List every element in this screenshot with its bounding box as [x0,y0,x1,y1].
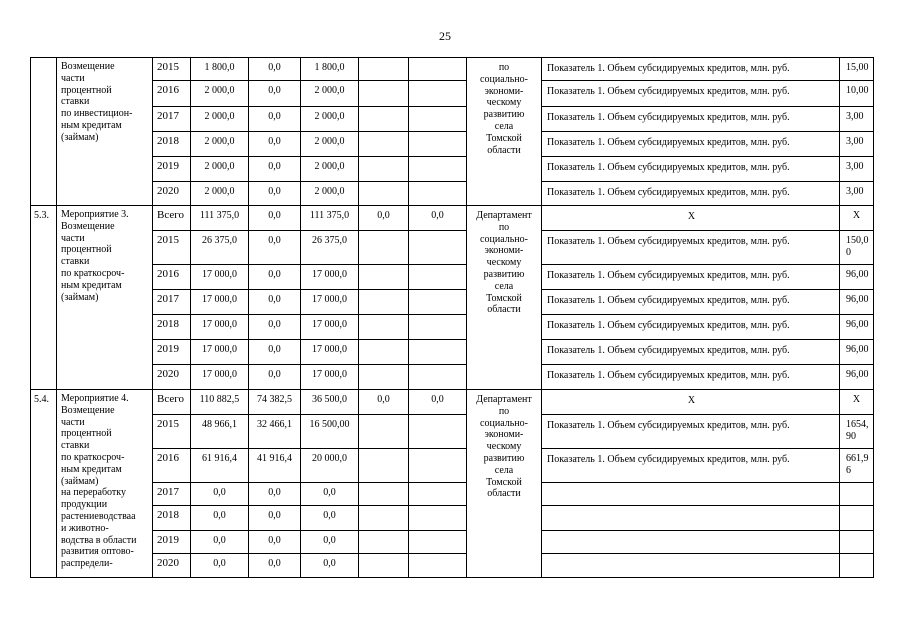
indicator-value: 10,00 [840,81,874,107]
local-amount [359,58,409,81]
year-cell: 2015 [153,415,191,449]
federal-amount: 0,0 [249,315,301,340]
federal-amount: 0,0 [249,157,301,182]
local-amount [359,132,409,157]
local-amount [359,315,409,340]
executor-cell: по социально- экономи- ческому развитию села Томской области [467,58,542,206]
indicator-value: Х [840,390,874,415]
indicator-name: Показатель 1. Объем субсидируемых кредитов, млн. руб. [542,182,840,206]
local-amount [359,265,409,290]
indicator-value [840,531,874,554]
year-cell: 2017 [153,107,191,132]
local-amount [359,107,409,132]
extra-budget-amount [409,315,467,340]
local-amount [359,231,409,265]
extra-budget-amount [409,265,467,290]
indicator-name: Показатель 1. Объем субсидируемых кредитов, млн. руб. [542,315,840,340]
total-amount: 26 375,0 [191,231,249,265]
indicator-value: 96,00 [840,315,874,340]
federal-amount: 0,0 [249,365,301,390]
regional-amount: 2 000,0 [301,157,359,182]
year-cell: 2020 [153,554,191,578]
table-row [31,415,874,449]
indicator-name: Показатель 1. Объем субсидируемых кредитов, млн. руб. [542,58,840,81]
indicator-name: Показатель 1. Объем субсидируемых кредитов, млн. руб. [542,340,840,365]
indicator-name: Показатель 1. Объем субсидируемых кредитов, млн. руб. [542,265,840,290]
federal-amount: 0,0 [249,107,301,132]
extra-budget-amount [409,365,467,390]
total-amount: 1 800,0 [191,58,249,81]
extra-budget-amount [409,81,467,107]
indicator-value: 15,00 [840,58,874,81]
indicator-name: Показатель 1. Объем субсидируемых кредитов, млн. руб. [542,365,840,390]
federal-amount: 0,0 [249,58,301,81]
measure-name: Возмещение части процентной ставки по инвестицион- ным кредитам (займам) [57,58,153,206]
indicator-name: Показатель 1. Объем субсидируемых кредитов, млн. руб. [542,231,840,265]
regional-amount: 20 000,0 [301,449,359,483]
measure-number: 5.3. [31,206,57,390]
total-amount: 2 000,0 [191,107,249,132]
year-cell: 2018 [153,132,191,157]
table-row [31,290,874,315]
indicator-value: 96,00 [840,365,874,390]
table-row [31,531,874,554]
regional-amount: 1 800,0 [301,58,359,81]
table-row [31,81,874,107]
total-amount: 2 000,0 [191,182,249,206]
local-amount [359,182,409,206]
local-amount: 0,0 [359,206,409,231]
total-amount: 2 000,0 [191,157,249,182]
extra-budget-amount: 0,0 [409,390,467,415]
indicator-name: Показатель 1. Объем субсидируемых кредитов, млн. руб. [542,157,840,182]
regional-amount: 17 000,0 [301,340,359,365]
local-amount [359,157,409,182]
total-amount: 17 000,0 [191,365,249,390]
local-amount [359,365,409,390]
local-amount [359,449,409,483]
regional-amount: 17 000,0 [301,365,359,390]
indicator-name [542,554,840,578]
regional-amount: 17 000,0 [301,315,359,340]
indicator-value: 1654,90 [840,415,874,449]
federal-amount: 0,0 [249,132,301,157]
page-number: 25 [439,29,451,43]
total-amount: 2 000,0 [191,81,249,107]
local-amount [359,340,409,365]
total-amount: 110 882,5 [191,390,249,415]
table-row [31,554,874,578]
table-row [31,315,874,340]
total-amount: 0,0 [191,531,249,554]
indicator-value: Х [840,206,874,231]
regional-amount: 0,0 [301,554,359,578]
table-row [31,157,874,182]
indicator-name: Показатель 1. Объем субсидируемых кредитов, млн. руб. [542,132,840,157]
local-amount [359,483,409,506]
extra-budget-amount [409,157,467,182]
extra-budget-amount [409,531,467,554]
total-amount: 17 000,0 [191,340,249,365]
regional-amount: 0,0 [301,506,359,531]
extra-budget-amount [409,554,467,578]
table-row [31,340,874,365]
indicator-name: Показатель 1. Объем субсидируемых кредитов, млн. руб. [542,290,840,315]
federal-amount: 74 382,5 [249,390,301,415]
year-cell: 2019 [153,531,191,554]
local-amount [359,81,409,107]
year-cell: 2020 [153,365,191,390]
extra-budget-amount [409,182,467,206]
year-cell: 2017 [153,483,191,506]
total-amount: 2 000,0 [191,132,249,157]
indicator-value: 150,00 [840,231,874,265]
table-row [31,182,874,206]
federal-amount: 0,0 [249,231,301,265]
year-cell: 2016 [153,265,191,290]
year-cell: 2015 [153,58,191,81]
indicator-name [542,506,840,531]
local-amount [359,554,409,578]
total-amount: 0,0 [191,506,249,531]
year-cell: 2017 [153,290,191,315]
total-amount: 111 375,0 [191,206,249,231]
year-cell: 2019 [153,340,191,365]
extra-budget-amount [409,290,467,315]
regional-amount: 36 500,0 [301,390,359,415]
measure-name: Мероприятие 3. Возмещение части процентной ставки по краткосроч- ным кредитам (займам) [57,206,153,390]
measure-number: 5.4. [31,390,57,578]
financing-table [30,57,874,578]
year-cell: 2015 [153,231,191,265]
total-amount: 17 000,0 [191,265,249,290]
regional-amount: 2 000,0 [301,182,359,206]
federal-amount: 0,0 [249,483,301,506]
extra-budget-amount [409,506,467,531]
indicator-name: Показатель 1. Объем субсидируемых кредитов, млн. руб. [542,107,840,132]
regional-amount: 0,0 [301,483,359,506]
federal-amount: 0,0 [249,340,301,365]
table-row [31,390,874,415]
table-row [31,506,874,531]
total-amount: 17 000,0 [191,315,249,340]
regional-amount: 16 500,00 [301,415,359,449]
indicator-name [542,483,840,506]
federal-amount: 41 916,4 [249,449,301,483]
regional-amount: 26 375,0 [301,231,359,265]
indicator-value [840,554,874,578]
table-row [31,365,874,390]
indicator-value: 3,00 [840,182,874,206]
local-amount [359,415,409,449]
federal-amount: 0,0 [249,290,301,315]
extra-budget-amount [409,449,467,483]
total-amount: 48 966,1 [191,415,249,449]
table-row [31,449,874,483]
year-cell: 2018 [153,315,191,340]
regional-amount: 2 000,0 [301,81,359,107]
indicator-name: Показатель 1. Объем субсидируемых кредитов, млн. руб. [542,81,840,107]
year-cell: Всего [153,206,191,231]
year-cell: 2016 [153,81,191,107]
total-amount: 17 000,0 [191,290,249,315]
indicator-name: Х [542,206,840,231]
indicator-value: 96,00 [840,340,874,365]
extra-budget-amount [409,340,467,365]
federal-amount: 0,0 [249,182,301,206]
indicator-value [840,506,874,531]
local-amount: 0,0 [359,390,409,415]
table-row [31,132,874,157]
extra-budget-amount [409,107,467,132]
total-amount: 0,0 [191,554,249,578]
indicator-name: Показатель 1. Объем субсидируемых кредитов, млн. руб. [542,449,840,483]
total-amount: 61 916,4 [191,449,249,483]
local-amount [359,531,409,554]
table-row [31,206,874,231]
indicator-value: 3,00 [840,132,874,157]
year-cell: 2019 [153,157,191,182]
indicator-value: 661,96 [840,449,874,483]
federal-amount: 0,0 [249,531,301,554]
federal-amount: 0,0 [249,554,301,578]
total-amount: 0,0 [191,483,249,506]
table-row [31,107,874,132]
executor-cell: Департамент по социально- экономи- ческому развитию села Томской области [467,206,542,390]
table-row [31,58,874,81]
year-cell: 2020 [153,182,191,206]
extra-budget-amount [409,483,467,506]
year-cell: 2016 [153,449,191,483]
federal-amount: 0,0 [249,81,301,107]
indicator-value: 96,00 [840,265,874,290]
table-row [31,231,874,265]
regional-amount: 2 000,0 [301,132,359,157]
extra-budget-amount [409,58,467,81]
local-amount [359,506,409,531]
table-row [31,483,874,506]
year-cell: Всего [153,390,191,415]
regional-amount: 0,0 [301,531,359,554]
local-amount [359,290,409,315]
indicator-value: 3,00 [840,157,874,182]
year-cell: 2018 [153,506,191,531]
federal-amount: 0,0 [249,265,301,290]
federal-amount: 0,0 [249,506,301,531]
measure-name: Мероприятие 4. Возмещение части процентной ставки по краткосроч- ным кредитам (займам) на переработку продукции растениеводстваа и животно- водства в области развития оптово- распредели- [57,390,153,578]
regional-amount: 2 000,0 [301,107,359,132]
measure-number [31,58,57,206]
indicator-name: Х [542,390,840,415]
executor-cell: Департамент по социально- экономи- ческому развитию села Томской области [467,390,542,578]
regional-amount: 17 000,0 [301,265,359,290]
indicator-name: Показатель 1. Объем субсидируемых кредитов, млн. руб. [542,415,840,449]
extra-budget-amount: 0,0 [409,206,467,231]
regional-amount: 111 375,0 [301,206,359,231]
extra-budget-amount [409,231,467,265]
indicator-value: 96,00 [840,290,874,315]
extra-budget-amount [409,132,467,157]
table-row [31,265,874,290]
indicator-value [840,483,874,506]
indicator-name [542,531,840,554]
extra-budget-amount [409,415,467,449]
regional-amount: 17 000,0 [301,290,359,315]
federal-amount: 32 466,1 [249,415,301,449]
indicator-value: 3,00 [840,107,874,132]
federal-amount: 0,0 [249,206,301,231]
